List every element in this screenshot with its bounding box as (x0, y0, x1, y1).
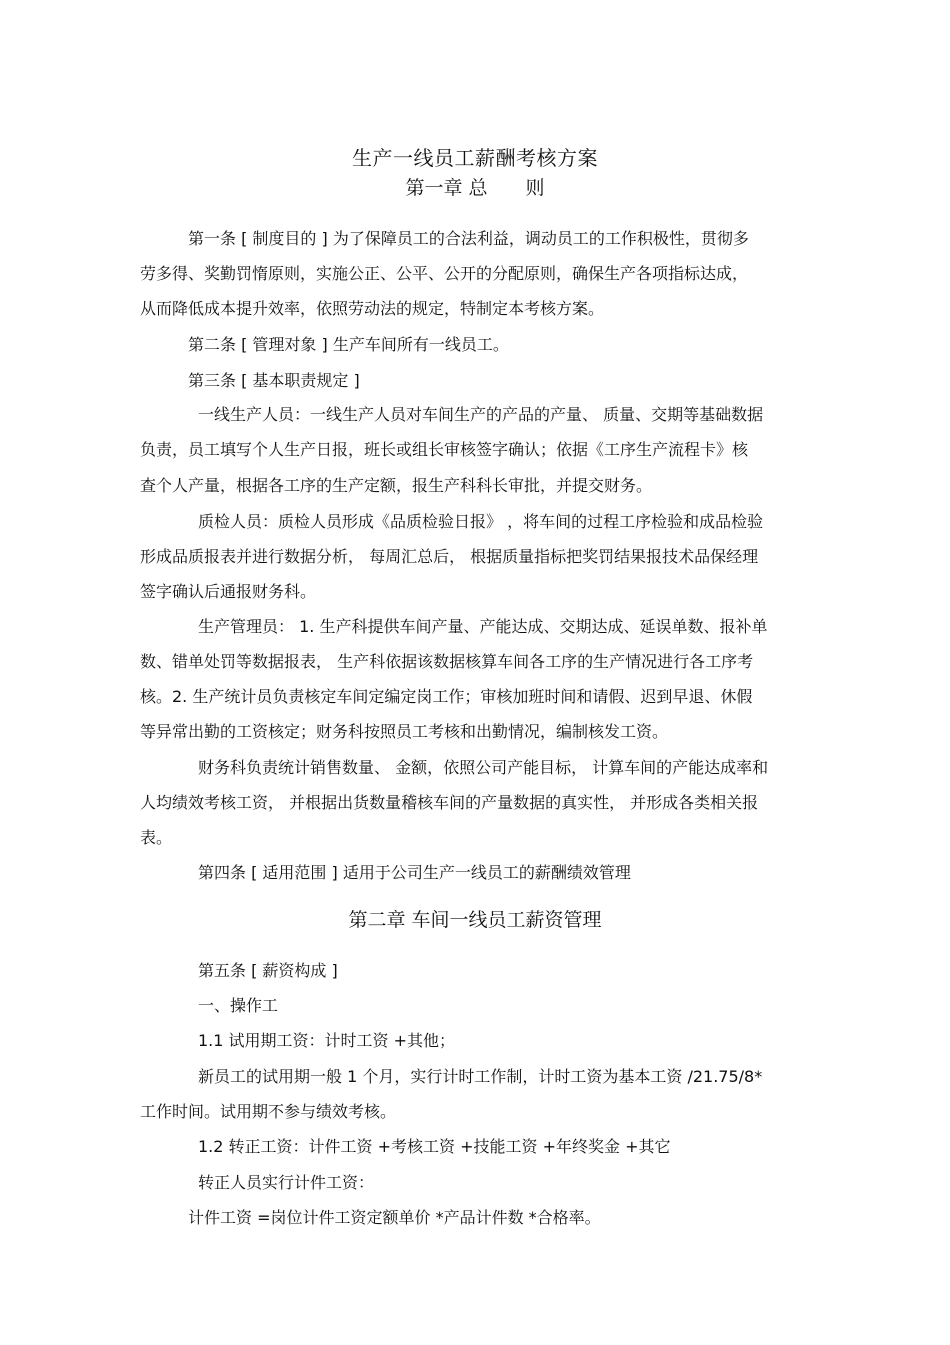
finance-line-2: 人均绩效考核工资， 并根据出货数量稽核车间的产量数据的真实性， 并形成各类相关报 (140, 793, 759, 812)
production-staff-line-2: 负责，员工填写个人生产日报，班长或组长审核签字确认；依据《工序生产流程卡》核 (140, 440, 749, 459)
article-2: 第二条 [ 管理对象 ] 生产车间所有一线员工。 (188, 335, 509, 354)
production-staff-line-1: 一线生产人员：一线生产人员对车间生产的产品的产量、 质量、交期等基础数据 (198, 405, 764, 424)
article-3-heading: 第三条 [ 基本职责规定 ] (188, 371, 360, 390)
qc-staff-line-2: 形成品质报表并进行数据分析， 每周汇总后， 根据质量指标把奖罚结果报技术品保经理 (140, 547, 759, 566)
document-title: 生产一线员工薪酬考核方案 (352, 146, 598, 170)
probation-line-1: 新员工的试用期一般 1 个月，实行计时工作制，计时工资为基本工资 /21.75/8* (198, 1067, 763, 1086)
chapter-1-heading: 第一章 总 则 (405, 177, 545, 199)
piecework-intro: 转正人员实行计件工资： (198, 1173, 375, 1192)
article-4: 第四条 [ 适用范围 ] 适用于公司生产一线员工的薪酬绩效管理 (198, 863, 631, 882)
probation-salary-heading: 1.1 试用期工资：计时工资 +其他； (198, 1031, 456, 1050)
probation-line-2: 工作时间。试用期不参与绩效考核。 (140, 1102, 397, 1121)
qc-staff-line-1: 质检人员：质检人员形成《品质检验日报》 ，将车间的过程工序检验和成品检验 (198, 512, 764, 531)
article-5-heading: 第五条 [ 薪资构成 ] (198, 961, 338, 980)
qc-staff-line-3: 签字确认后通报财务科。 (140, 582, 317, 601)
production-admin-line-4: 等异常出勤的工资核定；财务科按照员工考核和出勤情况，编制核发工资。 (140, 722, 669, 741)
piecework-formula: 计件工资 =岗位计件工资定额单价 *产品计件数 *合格率。 (188, 1208, 601, 1227)
article-1-line-1: 第一条 [ 制度目的 ] 为了保障员工的合法利益，调动员工的工作积极性，贯彻多 (188, 229, 749, 248)
regular-salary-heading: 1.2 转正工资：计件工资 +考核工资 +技能工资 +年终奖金 +其它 (198, 1137, 671, 1156)
production-admin-line-3: 核。2. 生产统计员负责核定车间定编定岗工作；审核加班时间和请假、迟到早退、休假 (140, 687, 753, 706)
chapter-2-heading: 第二章 车间一线员工薪资管理 (348, 909, 602, 931)
article-1-line-2: 劳多得、奖勤罚惰原则，实施公正、公平、公开的分配原则，确保生产各项指标达成， (140, 264, 749, 283)
production-admin-line-1: 生产管理员： 1. 生产科提供车间产量、产能达成、交期达成、延误单数、报补单 (198, 617, 768, 636)
finance-line-1: 财务科负责统计销售数量、 金额，依照公司产能目标， 计算车间的产能达成率和 (198, 758, 769, 777)
operator-heading: 一、操作工 (198, 996, 279, 1015)
production-admin-line-2: 数、错单处罚等数据报表， 生产科依据该数据核算车间各工序的生产情况进行各工序考 (140, 652, 754, 671)
article-1-line-3: 从而降低成本提升效率，依照劳动法的规定，特制定本考核方案。 (140, 299, 605, 318)
production-staff-line-3: 查个人产量，根据各工序的生产定额，报生产科科长审批，并提交财务。 (140, 476, 653, 495)
finance-line-3: 表。 (140, 828, 173, 847)
